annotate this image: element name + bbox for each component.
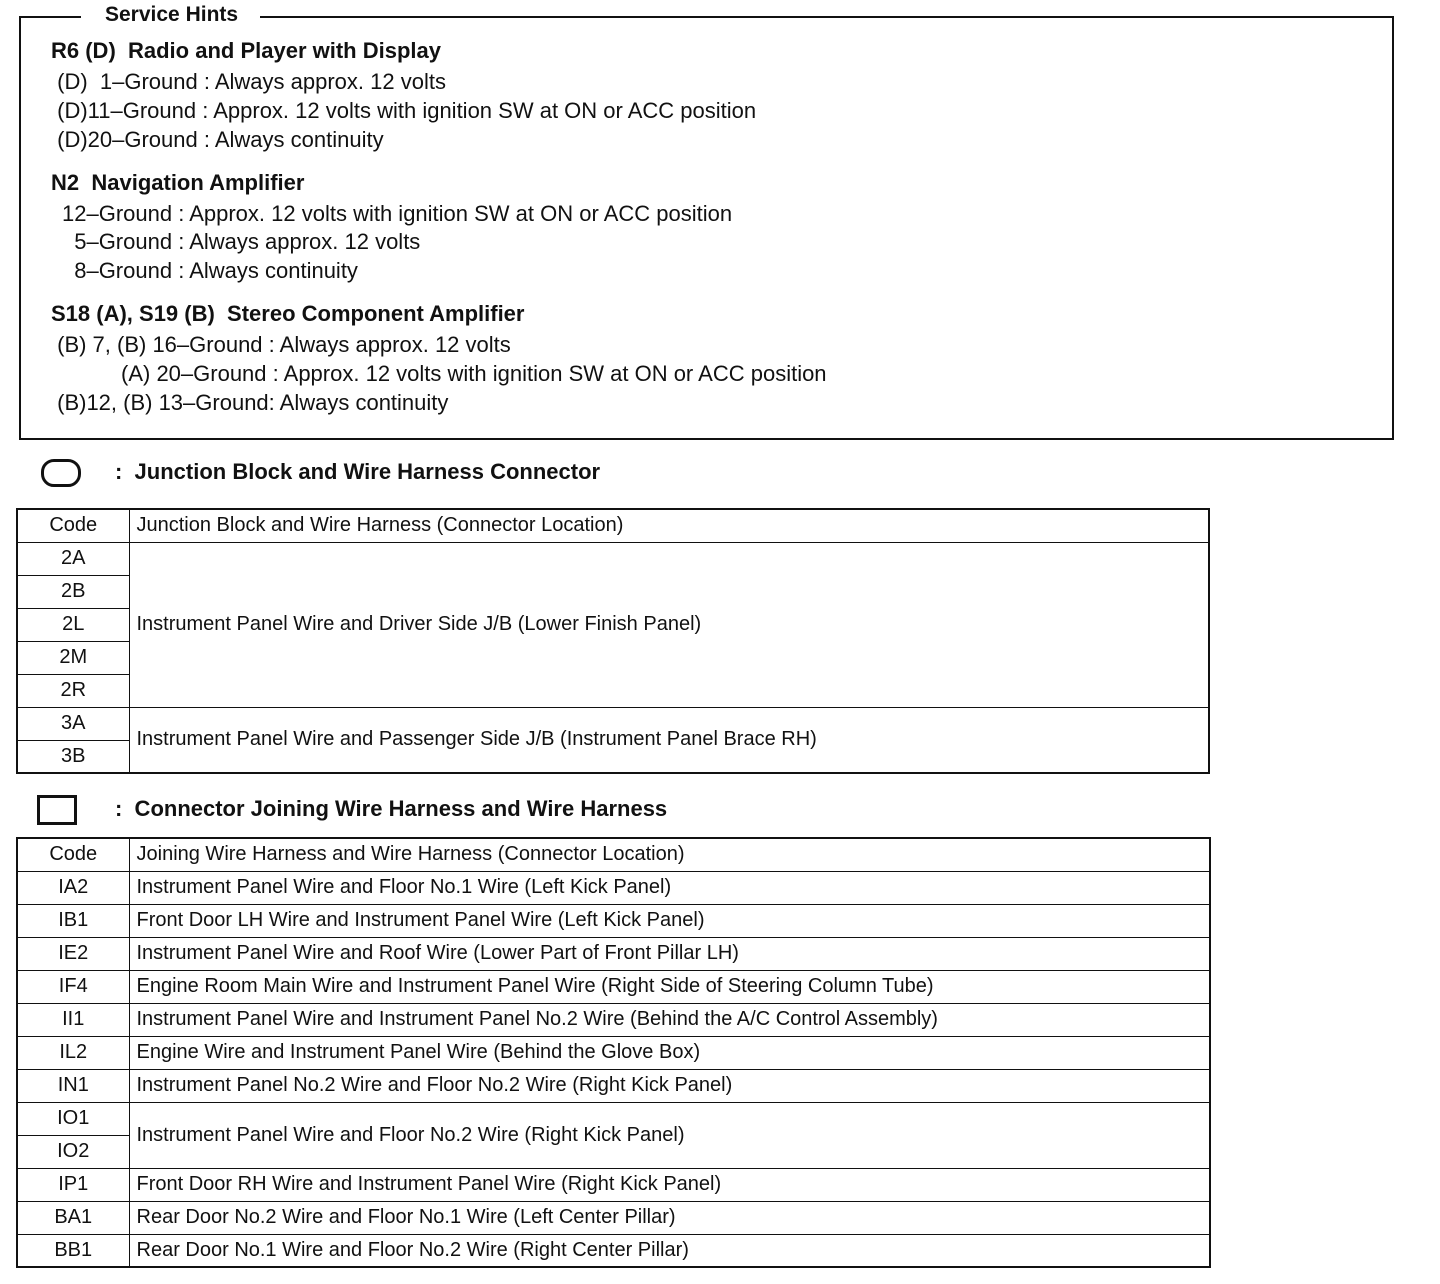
desc-cell: Instrument Panel Wire and Roof Wire (Lower Part of Front Pillar LH): [129, 937, 1210, 970]
table-row: [17, 1003, 1210, 1036]
desc-cell: Instrument Panel No.2 Wire and Floor No.2 Wire (Right Kick Panel): [129, 1069, 1210, 1102]
table-row: [17, 1168, 1210, 1201]
code-cell: II1: [17, 1003, 129, 1036]
table-row: [17, 542, 1209, 575]
code-cell: 2M: [17, 641, 129, 674]
junction-block-legend-label: : Junction Block and Wire Harness Connector: [115, 459, 601, 484]
desc-cell: Rear Door No.1 Wire and Floor No.2 Wire (Right Center Pillar): [129, 1234, 1210, 1267]
desc-cell: Front Door LH Wire and Instrument Panel Wire (Left Kick Panel): [129, 904, 1210, 937]
code-cell: IA2: [17, 871, 129, 904]
code-cell: IO1: [17, 1102, 129, 1135]
desc-cell: Rear Door No.2 Wire and Floor No.1 Wire (Left Center Pillar): [129, 1201, 1210, 1234]
junction-block-table: [16, 508, 1210, 774]
hint-line: (D) 1–Ground : Always approx. 12 volts: [51, 69, 446, 94]
desc-cell: Instrument Panel Wire and Floor No.1 Wire (Left Kick Panel): [129, 871, 1210, 904]
table-row: [17, 1201, 1210, 1234]
code-cell: IN1: [17, 1069, 129, 1102]
hint-heading-r6: R6 (D) Radio and Player with Display: [51, 38, 441, 63]
code-cell: 2B: [17, 575, 129, 608]
rect-connector-icon: [37, 795, 77, 825]
desc-cell: Engine Room Main Wire and Instrument Panel Wire (Right Side of Steering Column Tube): [129, 970, 1210, 1003]
code-cell: 3A: [17, 707, 129, 740]
table-row: [17, 707, 1209, 740]
desc-cell: Engine Wire and Instrument Panel Wire (Behind the Glove Box): [129, 1036, 1210, 1069]
table-header-row: [17, 509, 1209, 542]
desc-cell: Front Door RH Wire and Instrument Panel Wire (Right Kick Panel): [129, 1168, 1210, 1201]
table-row: [17, 970, 1210, 1003]
table-row: [17, 1036, 1210, 1069]
code-cell: IE2: [17, 937, 129, 970]
code-cell: IF4: [17, 970, 129, 1003]
hint-line: (B) 7, (B) 16–Ground : Always approx. 12 volts: [51, 332, 511, 357]
code-cell: 2R: [17, 674, 129, 707]
junction-block-legend: [41, 457, 741, 489]
code-cell: IB1: [17, 904, 129, 937]
desc-cell: Instrument Panel Wire and Passenger Side J/B (Instrument Panel Brace RH): [129, 707, 1209, 773]
hint-line: 12–Ground : Approx. 12 volts with ignition SW at ON or ACC position: [62, 201, 733, 226]
header-desc: Junction Block and Wire Harness (Connector Location): [129, 509, 1209, 542]
code-cell: BA1: [17, 1201, 129, 1234]
service-hints-title: Service Hints: [81, 2, 260, 28]
table-row: [17, 937, 1210, 970]
header-code: Code: [17, 838, 129, 871]
table-row: [17, 1102, 1210, 1135]
code-cell: IP1: [17, 1168, 129, 1201]
header-code: Code: [17, 509, 129, 542]
hint-line: (D)11–Ground : Approx. 12 volts with ignition SW at ON or ACC position: [51, 98, 757, 123]
code-cell: IL2: [17, 1036, 129, 1069]
hint-heading-s18-s19: S18 (A), S19 (B) Stereo Component Amplifier: [51, 301, 525, 326]
connector-joining-legend-label: : Connector Joining Wire Harness and Wire Harness: [115, 796, 668, 821]
code-cell: 2L: [17, 608, 129, 641]
desc-cell: Instrument Panel Wire and Driver Side J/B (Lower Finish Panel): [129, 542, 1209, 707]
connector-joining-table: [16, 837, 1211, 1268]
code-cell: 3B: [17, 740, 129, 773]
header-desc: Joining Wire Harness and Wire Harness (Connector Location): [129, 838, 1210, 871]
desc-cell: Instrument Panel Wire and Instrument Panel No.2 Wire (Behind the A/C Control Assembly): [129, 1003, 1210, 1036]
table-row: [17, 904, 1210, 937]
table-row: [17, 871, 1210, 904]
oval-connector-icon: [41, 459, 81, 487]
hint-line: (A) 20–Ground : Approx. 12 volts with ignition SW at ON or ACC position: [121, 361, 827, 386]
table-row: [17, 1069, 1210, 1102]
hint-heading-n2: N2 Navigation Amplifier: [51, 170, 305, 195]
hint-line: 8–Ground : Always continuity: [62, 258, 358, 283]
code-cell: BB1: [17, 1234, 129, 1267]
connector-joining-legend: [37, 795, 737, 827]
table-row: [17, 1234, 1210, 1267]
hint-line: 5–Ground : Always approx. 12 volts: [62, 229, 421, 254]
code-cell: 2A: [17, 542, 129, 575]
desc-cell: Instrument Panel Wire and Floor No.2 Wire (Right Kick Panel): [129, 1102, 1210, 1168]
hint-line: (B)12, (B) 13–Ground: Always continuity: [51, 390, 449, 415]
code-cell: IO2: [17, 1135, 129, 1168]
hint-line: (D)20–Ground : Always continuity: [51, 127, 384, 152]
table-header-row: [17, 838, 1210, 871]
